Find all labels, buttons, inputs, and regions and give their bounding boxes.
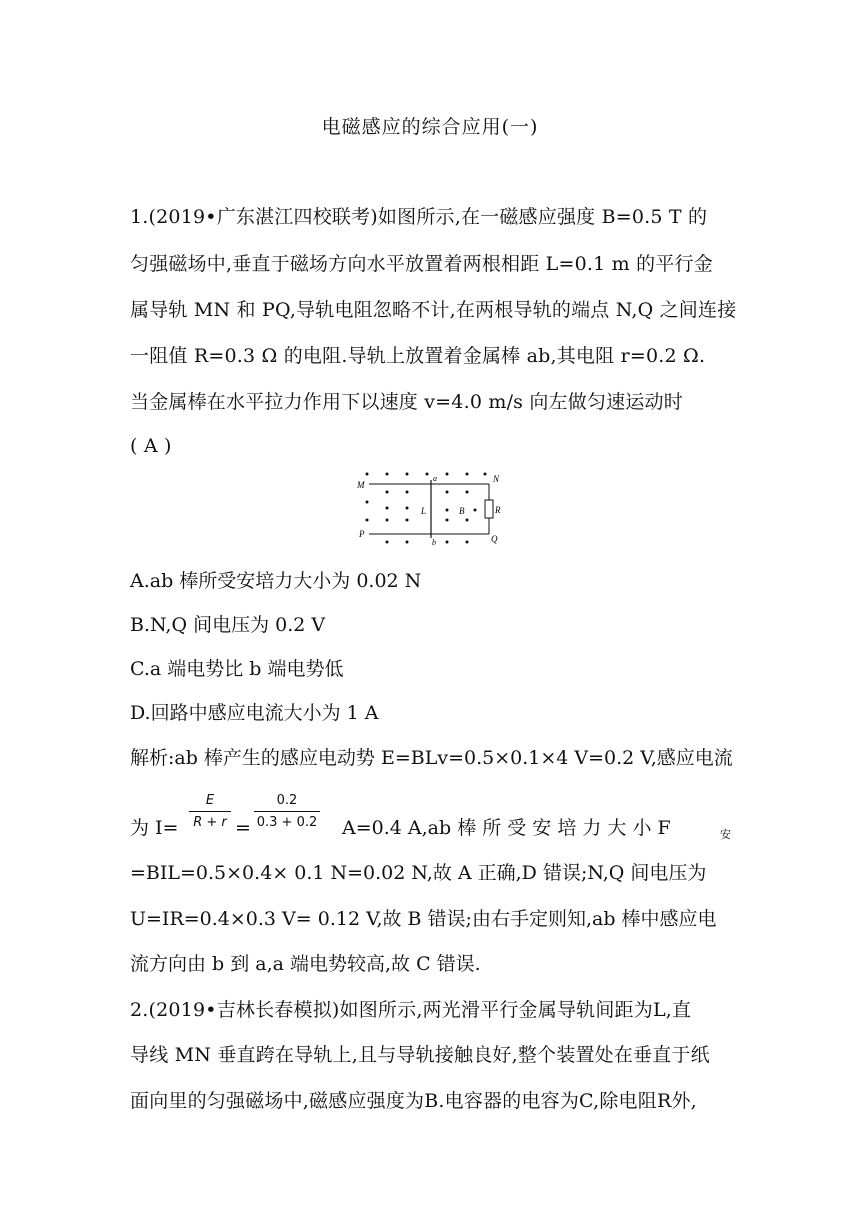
q2-line-2: 导线 MN 垂直跨在导轨上,且与导轨接触良好,整个装置处在垂直于纸 [130, 1044, 710, 1066]
q1-analysis-line-3: =BIL=0.5×0.4× 0.1 N=0.02 N,故 A 正确,D 错误;N,Q 间电压为 [130, 862, 707, 884]
equals-sign: = [235, 817, 251, 839]
label-q: Q [491, 534, 498, 544]
fraction-numerator: 0.2 [276, 793, 298, 808]
q1-analysis-line-5: 流方向由 b 到 a,a 端电势较高,故 C 错误. [130, 953, 481, 975]
q1-analysis-prefix: 为 I= [130, 817, 179, 839]
q1-circuit-figure [355, 466, 505, 548]
q2-line-1: 2.(2019•吉林长春模拟)如图所示,两光滑平行金属导轨间距为L,直 [130, 999, 692, 1021]
q1-line-5: 当金属棒在水平拉力作用下以速度 v=4.0 m/s 向左做匀速运动时 [130, 391, 683, 413]
page-title: 电磁感应的综合应用(一) [321, 116, 539, 138]
fraction-numeric [254, 793, 320, 830]
q1-analysis-line-2: A=0.4 A,ab 棒 所 受 安 培 力 大 小 F [342, 817, 671, 839]
resistor-r [485, 500, 493, 518]
q2-line-3: 面向里的匀强磁场中,磁感应强度为B.电容器的电容为C,除电阻R外, [130, 1090, 697, 1112]
q1-option-b: B.N,Q 间电压为 0.2 V [130, 614, 326, 636]
label-b-field: B [459, 506, 465, 516]
q1-line-3: 属导轨 MN 和 PQ,导轨电阻忽略不计,在两根导轨的端点 N,Q 之间连接 [130, 299, 737, 321]
label-p: P [359, 529, 365, 539]
label-a: a [433, 474, 437, 483]
q1-analysis-line-1: 解析:ab 棒产生的感应电动势 E=BLv=0.5×0.1×4 V=0.2 V,感应电流 [130, 747, 733, 769]
fraction-numerator: E [205, 793, 215, 808]
label-n: N [493, 474, 500, 484]
label-l: L [421, 506, 427, 516]
q1-line-1: 1.(2019•广东湛江四校联考)如图所示,在一磁感应强度 B=0.5 T 的 [130, 206, 708, 228]
label-m: M [357, 480, 365, 490]
q1-option-a: A.ab 棒所受安培力大小为 0.02 N [130, 570, 422, 592]
fraction-denominator: R + r [193, 815, 227, 830]
q1-option-d: D.回路中感应电流大小为 1 A [130, 702, 379, 724]
q1-line-4: 一阻值 R=0.3 Ω 的电阻.导轨上放置着金属棒 ab,其电阻 r=0.2 Ω. [130, 345, 706, 367]
fraction-e-over-r-plus-r [189, 793, 231, 830]
q1-answer: ( A ) [130, 435, 172, 457]
q1-option-c: C.a 端电势比 b 端电势低 [130, 658, 344, 680]
fraction-denominator: 0.3 + 0.2 [256, 815, 318, 830]
label-b: b [432, 538, 436, 547]
label-r: R [495, 505, 501, 515]
subscript-an: 安 [720, 828, 731, 841]
q1-line-2: 匀强磁场中,垂直于磁场方向水平放置着两根相距 L=0.1 m 的平行金 [130, 253, 713, 275]
q1-analysis-line-4: U=IR=0.4×0.3 V= 0.12 V,故 B 错误;由右手定则知,ab 棒中感应电 [130, 908, 717, 930]
